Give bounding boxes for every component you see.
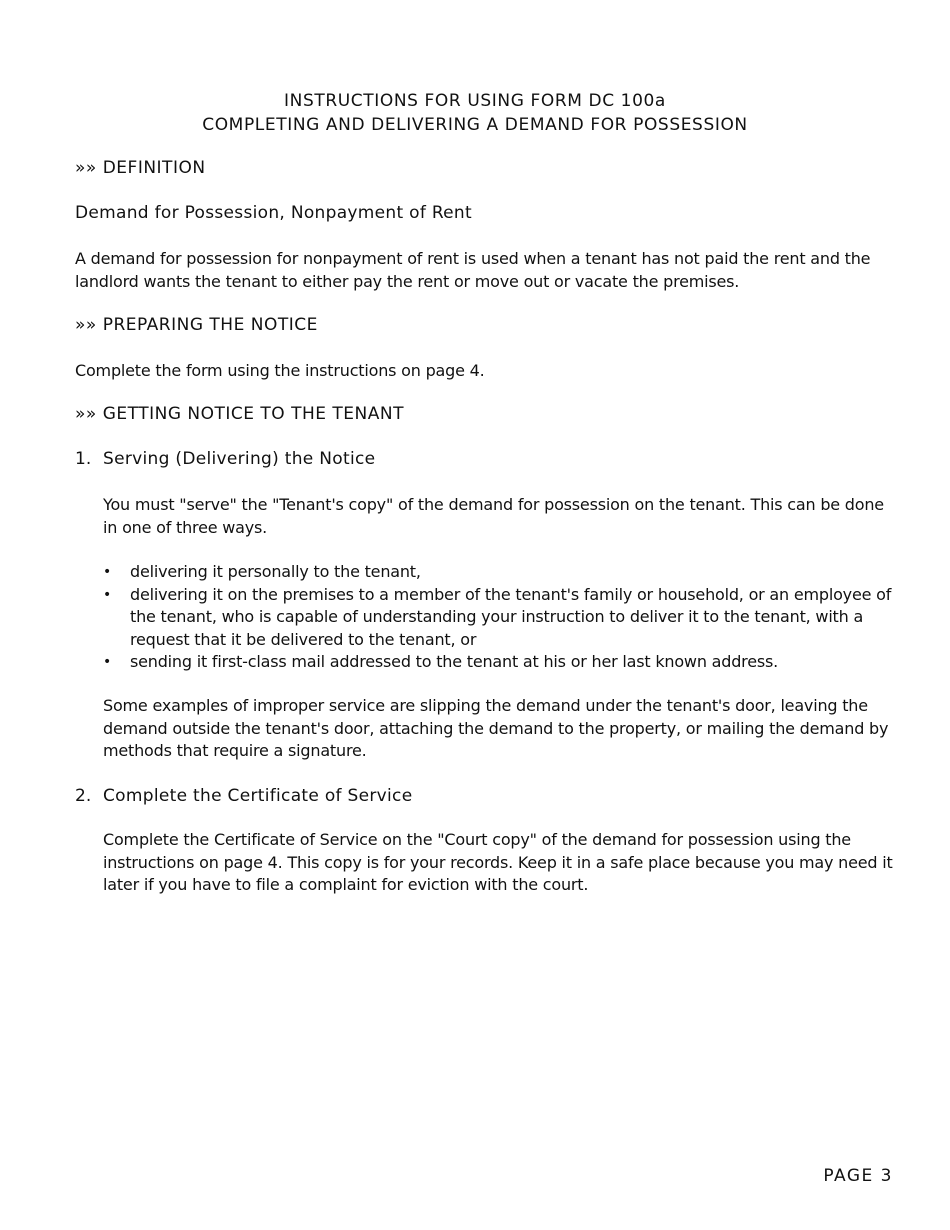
bullet-icon: • <box>103 564 112 580</box>
step-1-title: Serving (Delivering) the Notice <box>103 449 376 469</box>
improper-service-text: Some examples of improper service are slipping the demand under the tenant's door, leaving the demand outside the tenant's door, attaching the demand to the property, or mailing the demand by methods that require a signature. <box>103 696 889 760</box>
form-subtitle: COMPLETING AND DELIVERING A DEMAND FOR POSSESSION <box>202 115 748 135</box>
step-1-number: 1. <box>75 449 92 469</box>
preparing-text: Complete the form using the instructions on page 4. <box>75 361 485 380</box>
service-methods-list <box>103 561 893 674</box>
step-1-intro: You must "serve" the "Tenant's copy" of the demand for possession on the tenant. This can be done in one of three ways. <box>103 495 884 537</box>
definition-subheading: Demand for Possession, Nonpayment of Rent <box>75 203 472 223</box>
definition-heading: »» DEFINITION <box>75 158 206 178</box>
step-2-title: Complete the Certificate of Service <box>103 786 413 806</box>
list-item <box>103 651 893 674</box>
list-item-text: delivering it personally to the tenant, <box>130 562 421 581</box>
bullet-icon: • <box>103 586 112 603</box>
list-item <box>103 584 893 652</box>
preparing-heading: »» PREPARING THE NOTICE <box>75 315 318 335</box>
bullet-icon: • <box>103 654 112 670</box>
definition-text: A demand for possession for nonpayment of rent is used when a tenant has not paid the rent and the landlord wants the tenant to either pay the rent or move out or vacate the premises. <box>75 249 871 291</box>
getting-notice-heading: »» GETTING NOTICE TO THE TENANT <box>75 404 404 424</box>
step-2-text: Complete the Certificate of Service on the "Court copy" of the demand for possession using the instructions on page 4. This copy is for your records. Keep it in a safe place because you may need it later if you have to file a complaint for eviction with the court. <box>103 830 893 894</box>
list-item-text: delivering it on the premises to a member of the tenant's family or household, or an employee of the tenant, who is capable of understanding your instruction to deliver it to the tenant, with a request that it be delivered to the tenant, or <box>130 584 892 649</box>
list-item-text: sending it first-class mail addressed to the tenant at his or her last known address. <box>130 652 778 671</box>
form-title: INSTRUCTIONS FOR USING FORM DC 100a <box>284 91 666 111</box>
list-item <box>103 561 893 584</box>
step-2-number: 2. <box>75 786 92 806</box>
page-number: PAGE 3 <box>823 1166 893 1186</box>
